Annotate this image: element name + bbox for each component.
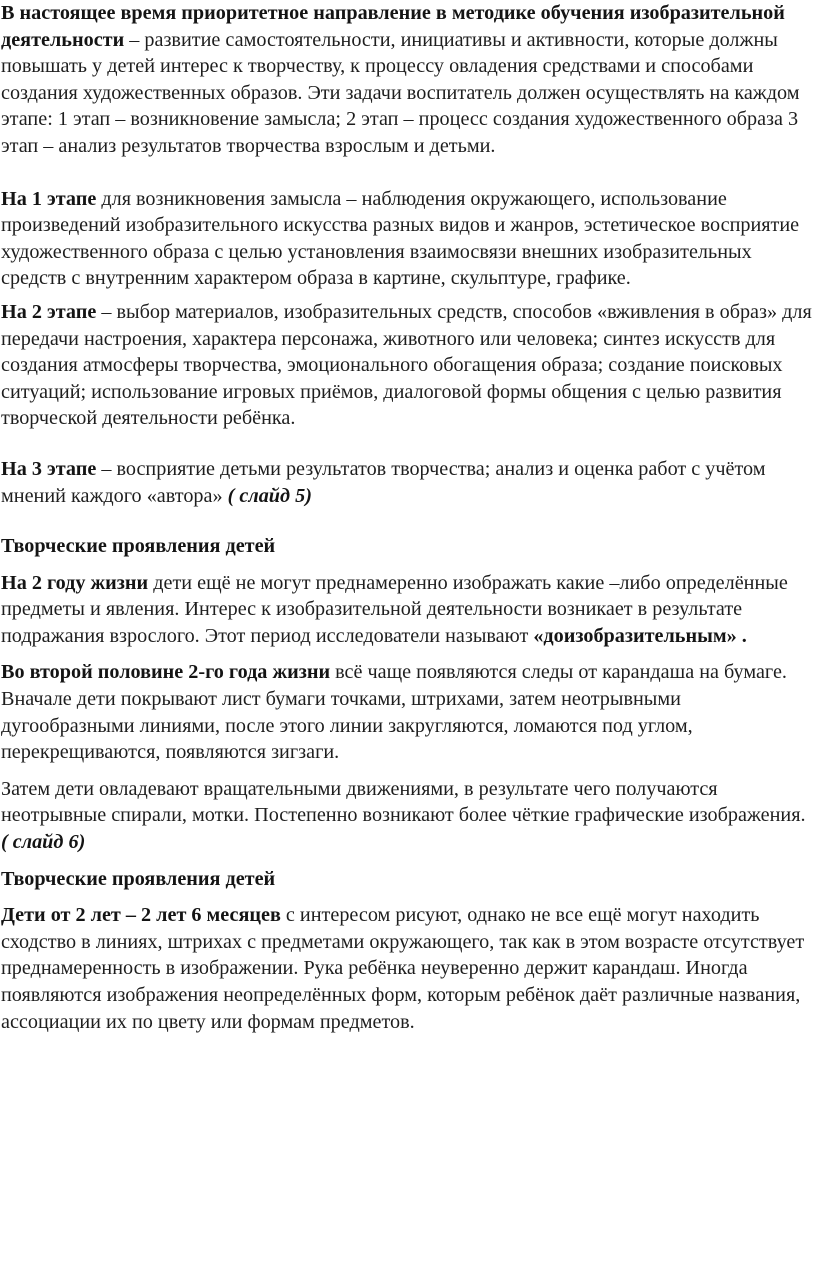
year2-bold-term: «доизобразительным» . [533, 624, 747, 647]
second-half-paragraph [1, 659, 816, 765]
intro-paragraph [1, 0, 816, 160]
second-half-text: всё чаще появляются следы от карандаша на бумаге. Вначале дети покрывают лист бумаги точками, штрихами, затем неотрывными дугообразными линиями, после этого линии закругляются, ломаются под углом, перекрещиваются, появляются зигзаги. [1, 661, 787, 764]
stage2-paragraph [1, 299, 816, 432]
second-half-bold-lead: Во второй половине 2-го года жизни [1, 661, 331, 684]
stage3-text: – восприятие детьми результатов творчества; анализ и оценка работ с учётом мнений каждого «автора» [1, 457, 766, 507]
section-heading-1: Творческие проявления детей [1, 535, 276, 558]
stage3-slide-ref: ( слайд 5) [227, 484, 312, 507]
section-heading-2: Творческие проявления детей [1, 867, 276, 890]
stage2-bold-lead: На 2 этапе [1, 300, 97, 323]
stage3-paragraph [1, 456, 816, 509]
year2-text: дети ещё не могут преднамеренно изображать какие –либо определённые предметы и явления. Интерес к изобразительной деятельности возникает в результате подражания взрослого. Этот период исследователи называют [1, 571, 788, 647]
then-slide-ref: ( слайд 6) [1, 831, 86, 854]
intro-bold-lead: В настоящее время приоритетное направление в методике обучения изобразительной деятельности [1, 2, 785, 51]
then-paragraph [1, 776, 816, 856]
age2-text: с интересом рисуют, однако не все ещё могут находить сходство в линиях, штрихах с предметами окружающего, так как в этом возрасте отсутствует преднамеренность в изображении. Рука ребёнка неуверенно держит карандаш. Иногда появляются изображения неопределённых форм, которым ребёнок даёт различные названия, ассоциации их по цвету или формам предметов. [1, 904, 805, 1033]
stage1-paragraph [1, 186, 816, 292]
age2-bold-lead: Дети от 2 лет – 2 лет 6 месяцев [1, 904, 281, 927]
stage2-text: – выбор материалов, изобразительных средств, способов «вживления в образ» для передачи настроения, характера персонажа, животного или человека; синтез искусств для создания атмосферы творчества, эмоционального обогащения образа; создание поисковых ситуаций; использование игровых приёмов, диалоговой формы общения с целью развития творческой деятельности ребёнка. [1, 300, 812, 430]
stage3-bold-lead: На 3 этапе [1, 457, 97, 480]
year2-bold-lead: На 2 году жизни [1, 571, 149, 594]
then-text: Затем дети овладевают вращательными движениями, в результате чего получаются неотрывные спирали, мотки. Постепенно возникают более чёткие графические изображения. [1, 777, 806, 827]
year2-paragraph [1, 570, 816, 650]
intro-text: – развитие самостоятельности, инициативы и активности, которые должны повышать у детей интерес к творчеству, к процессу овладения средствами и способами создания художественных образов. Эти задачи воспитатель должен осуществлять на каждом этапе: 1 этап – возникновение замысла; 2 этап – процесс создания художественного образа 3 этап – анализ результатов творчества взрослым и детьми. [1, 28, 800, 157]
age2-paragraph [1, 902, 816, 1035]
stage1-text: для возникновения замысла – наблюдения окружающего, использование произведений изобразительного искусства разных видов и жанров, эстетическое восприятие художественного образа с целью установления взаимосвязи внешних изобразительных средств с внутренним характером образа в картине, скульптуре, графике. [1, 187, 800, 290]
stage1-bold-lead: На 1 этапе [1, 187, 97, 210]
